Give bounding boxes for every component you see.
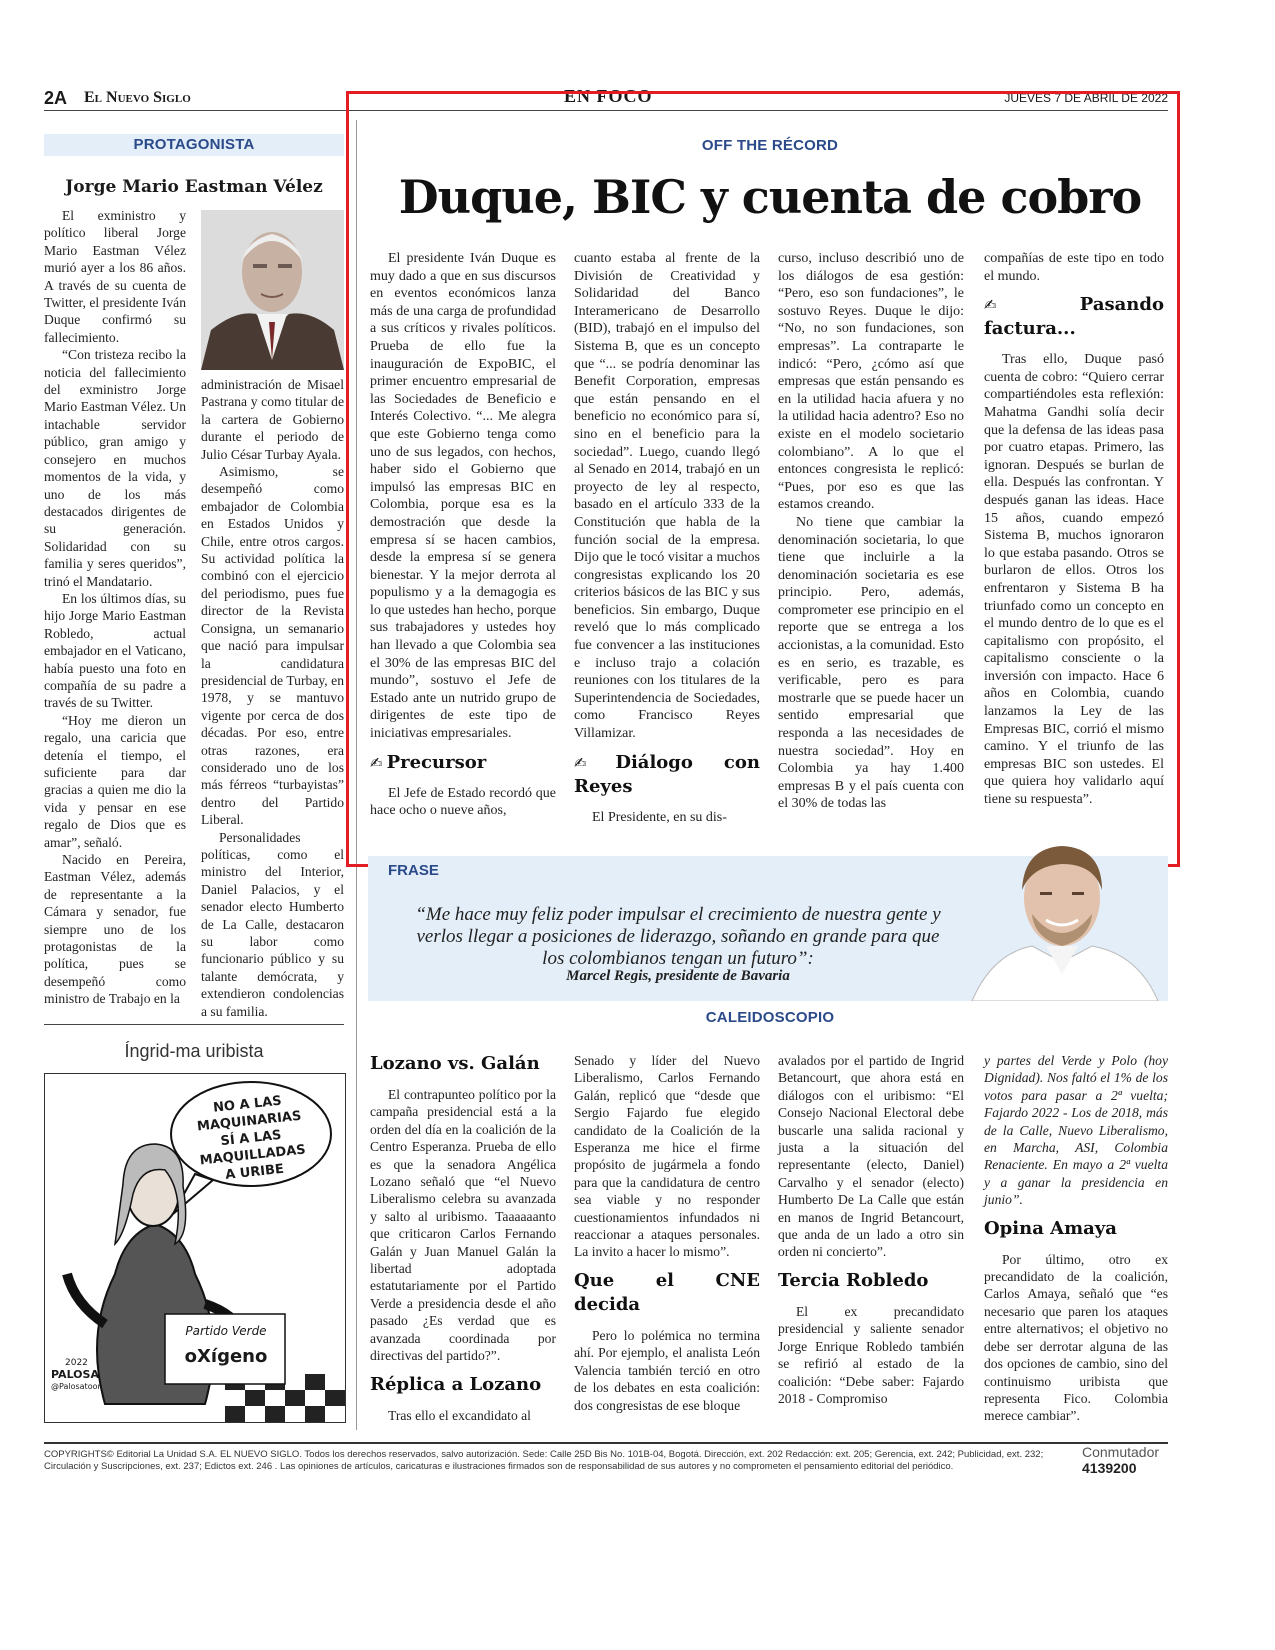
frase-portrait	[962, 834, 1168, 1001]
conmutador-label: Conmutador	[1082, 1444, 1160, 1460]
paragraph: Senado y líder del Nuevo Liberalismo, Carlos Fernando Galán, replicó que “desde que Sergio Fajardo fue elegido candidato de la Coalición de la Esperanza me hice el firme propósito de jugármela a fondo para que la candidatura de centro sea viable y no responder cuestionamientos infundados ni reaccionar a ataques personales. La invito a hacer lo mismo”.	[574, 1053, 760, 1260]
subhead-robledo: Tercia Robledo	[778, 1269, 929, 1291]
protagonista-label-bar	[44, 134, 344, 156]
cartoon-word: oXígeno	[184, 1346, 268, 1367]
protagonista-column-2	[201, 376, 344, 1020]
off-record-headline: Duque, BIC y cuenta de cobro	[398, 170, 1142, 224]
cartoon-year: 2022	[65, 1358, 88, 1368]
paragraph: Nacido en Pereira, Eastman Vélez, además de representante a la Cámara y senador, fue siempre uno de los protagonistas de la política, pues se desempeñó como ministro de Trabajo en la	[44, 852, 186, 1007]
paragraph: El Presidente, en su dis-	[592, 809, 727, 825]
pen-icon: ✍	[574, 753, 612, 772]
caleidoscopio-column-1	[370, 1052, 556, 1424]
frase-author: Marcel Regis, presidente de Bavaria	[566, 968, 790, 984]
caleidoscopio-label: CALEIDOSCOPIO	[705, 1009, 835, 1026]
pen-icon: ✍	[370, 753, 383, 772]
caleidoscopio-column-4	[984, 1052, 1168, 1425]
subhead-lozano-galan: Lozano vs. Galán	[370, 1053, 540, 1074]
paragraph: administración de Misael Pastrana y como titular de la cartera de Gobierno durante el periodo de Julio César Turbay Ayala.	[201, 377, 344, 462]
paper-name: El Nuevo Siglo	[84, 89, 191, 106]
cartoon-speech-text: NO A LAS MAQUINARIAS SÍ A LAS MAQUILLADAS A URIBE	[196, 1093, 307, 1183]
section-name: EN FOCO	[564, 86, 653, 106]
highlight-box	[346, 91, 1180, 867]
footer-rule	[44, 1442, 1168, 1444]
paragraph: y partes del Verde y Polo (hoy Dignidad). Nos faltó el 1% de los votos para pasar a 2ª vuelta; Fajardo 2022 - Los de 2018, más de la Calle, Nuevo Liberalismo, en Marcha, ASI, Colombia Renaciente. En mayo a 2ª vuelta y a ganar la presidencia en junio”.	[984, 1053, 1168, 1208]
paragraph: avalados por el partido de Ingrid Betancourt, que ahora está en diálogos con el uribismo: “El Consejo Nacional Electoral debe buscarle una salida racional y justa a la situación del representante (electo, Daniel) Carvalho y el senador (electo) Humberto De La Calle que están en manos de Ingrid Betancourt, que anda de un lado a otro sin orden ni concierto”.	[778, 1053, 964, 1260]
paragraph: Tras ello el excandidato al	[388, 1407, 531, 1423]
issue-date: JUEVES 7 DE ABRIL DE 2022	[1004, 91, 1168, 105]
cartoon-signature: PALOSA	[51, 1368, 99, 1381]
footer-copyright	[44, 1449, 1064, 1473]
off-record-label: OFF THE RÉCORD	[701, 137, 839, 154]
caleidoscopio-column-3	[778, 1052, 964, 1407]
paragraph: El exministro y político liberal Jorge Mario Eastman Vélez murió ayer a los 86 años. A través de su cuenta de Twitter, el presidente Iván Duque confirmó su fallecimiento.	[44, 208, 186, 345]
portrait-photo	[201, 210, 344, 370]
paragraph: El presidente Iván Duque es muy dado a que en sus discursos en eventos económicos lanza más de una carga de profundidad a sus críticos y rivales políticos. Prueba de ello fue la inauguración de ExpoBIC, el primer encuentro empresarial de las Sociedades de Beneficio e Interés Colectivo. “... Me alegra que este Gobierno tenga como uno de sus legados, con hechos, haber sido el Gobierno que impulsó las empresas BIC en Colombia, porque esa es la demostración que desde la empresa sí se hacen cambios, desde la empresa sí se genera bienestar. Y la mejor derrota al populismo y a la demagogia es lo que ustedes han hecho, porque sus trabajadores y ustedes hoy han llevado a que Colombia sea el 30% de las empresas BIC del mundo”, sostuvo el Jefe de Estado ante un nutrido grupo de dirigentes de este tipo de iniciativas empresariales.	[370, 251, 556, 742]
protagonista-column-1	[44, 207, 186, 1008]
conmutador-number: 4139200	[1082, 1460, 1137, 1476]
paragraph: Personalidades políticas, como el ministro del Interior, Daniel Palacios, y el senador electo Humberto de La Calle, destacaron su labor como funcionario público y su talante demócrata, y extendieron condolencias a su familia.	[201, 829, 344, 1019]
footer-line-2: Circulación y Suscripciones, ext. 237; Edictos ext. 246 . Las opiniones de artículos, caricaturas e ilustraciones firmados son de responsabilidad de sus autores y no comprometen el pensamiento editorial del periódico.	[44, 1461, 954, 1472]
subhead-replica: Réplica a Lozano	[370, 1373, 542, 1395]
paragraph: El ex precandidato presidencial y saliente senador Jorge Enrique Robledo también se refirió al estado de la coalición: “Debe saber: Fajardo 2018 - Compromiso	[778, 1303, 964, 1406]
protagonista-label: PROTAGONISTA	[133, 136, 255, 153]
paragraph: Pero lo polémica no termina ahí. Por ejemplo, el analista León Valencia también terció en otro de los debates en esta coalición: dos congresistas de ese bloque	[574, 1327, 760, 1413]
paragraph: El contrapunteo político por la campaña presidencial está a la orden del día en la coalición de la Centro Esperanza. Prueba de ello es que la senadora Angélica Lozano señaló que “el Nuevo Liberalismo celebra su avanzada y salto al uribismo. Taaaaaanto que criticaron Carlos Fernando Galán y Juan Manuel Galán la libertad adoptada estatutariamente por el Partido Verde a presidencia desde el año pasado ¿Es verdad que es avanzada coordinada por directivas del partido?”.	[370, 1087, 556, 1364]
paragraph: Asimismo, se desempeñó como embajador de Colombia en Estados Unidos y Chile, entre otros cargos. Su actividad política la combinó con el ejercicio del periodismo, pues fue director de la Revista Consigna, un semanario que nació para impulsar la candidatura presidencial de Turbay, en 1978, y se mantuvo vigente por cerca de dos décadas. Por eso, entre otras razones, era considerado uno de los más férreos “turbayistas” dentro del Partido Liberal.	[201, 464, 344, 828]
footer-line-1: COPYRIGHTS© Editorial La Unidad S.A. EL NUEVO SIGLO. Todos los derechos reservados, salvo autorización. Sede: Calle 25D Bis No. 101B-04, Bogotá. Dirección, ext. 202 Redacción: ext. 205; Gerencia, ext. 242; Publicidad, ext. 232;	[44, 1449, 1044, 1460]
paragraph: Tras ello, Duque pasó cuenta de cobro: “Quiero cerrar compartiéndoles esta reflexión: Mahatma Gandhi solía decir que la defensa de las ideas pasa por cuatro etapas. Primero, las ignoran. Después se burlan de ella. Después las confrontan. Y después ganan las ideas. Hace 15 años, cuando empezó Sistema B, muchos ignoraron lo que estaba pasando. Otros se burlaron de ellos. Otros los enfrentaron y Sistema B ha triunfado como un concepto en el mundo dentro de lo que es el capitalismo con propósito, el capitalismo consciente o la inversión con impacto. Hace 6 años en Colombia, cuando lanzamos la Ley de las Empresas BIC, corrió el mismo camino. Y el triunfo de las empresas BIC son ustedes. El que quiera hoy validarlo aquí tiene su respuesta”.	[984, 352, 1164, 808]
cartoon-top-rule	[44, 1024, 344, 1025]
caleidoscopio-column-2	[574, 1052, 760, 1414]
pen-icon: ✍	[984, 296, 1076, 315]
frase-panel	[368, 856, 1168, 1001]
paragraph: curso, incluso describió uno de los diálogos de esa gestión: “Pero, eso son fundaciones”, le sostuvo Reyes. Duque le dijo: “No, no son fundaciones, son empresas”. La contraparte le indicó: “Pero, ¿cómo así que empresas que están pensando es en la utilidad hacia afuera y no la utilidad hacia adentro? Eso no existe en el modelo societario colombiano”. A lo que el entonces congresista le replicó: “Pues, por eso es que las estamos creando.	[778, 251, 964, 513]
paragraph: Por último, otro ex precandidato de la coalición, Carlos Amaya, señaló que “es necesario que paren los ataques entre alternativos; el objetivo no debe ser derrotar alguna de las dos opciones de cambio, sino del continuismo uribista que representa Fico. Colombia merece cambiar”.	[984, 1251, 1168, 1424]
cartoon-sign-text: Partido Verde	[185, 1324, 267, 1338]
paragraph: “Hoy me dieron un regalo, una caricia que detenía el tiempo, el suficiente para dar gracias a quien me dio la vida y pensar en ese regalo de Dios que es amar”, señaló.	[44, 712, 186, 850]
subhead-precursor: ✍ Precursor	[370, 751, 487, 773]
cartoon-title: Íngrid-ma uribista	[124, 1041, 264, 1061]
paragraph: El Jefe de Estado recordó que hace ocho o nueve años,	[370, 785, 556, 819]
subhead-amaya: Opina Amaya	[984, 1217, 1117, 1239]
paragraph: “Con tristeza recibo la noticia del fallecimiento del exministro Jorge Mario Eastman Vélez. Un intachable servidor público, gran amigo y consejero en muchos momentos de la vida, y uno de los más destacados dirigentes de su generación. Solidaridad con su familia y seres queridos”, trinó el Mandatario.	[44, 347, 186, 589]
frase-label: FRASE	[388, 862, 439, 879]
paragraph: No tiene que cambiar la denominación societaria, lo que tiene que incluirle a la denominación societaria es ese principio. Pero, además, comprometer ese principio en el reporte que se entrega a los accionistas, a la comunidad. Esto es en serio, es trazable, es verificable, pero es para mostrarle que se puede hacer un sentido empresarial que responda a las necesidades de nuestra sociedad”. Hoy en Colombia ya hay 1.400 empresas B y el país cuenta con el 30% de todas las	[778, 514, 964, 812]
subhead-dialogo: ✍ Diálogo con Reyes	[574, 751, 760, 797]
cartoon-handle: @Palosatoon	[51, 1382, 103, 1391]
page-number: 2A	[44, 88, 68, 108]
paragraph: cuanto estaba al frente de la División de Creatividad y Solidaridad del Banco Interamericano de Desarrollo (BID), trabajó en el impulso del Sistema B, que es un concepto que “... se podría denominar las Benefit Corporation, empresas que están pensando en el beneficio no económico para sí, sino en el beneficio para la sociedad”. Luego, cuando llegó al Senado en 2014, trabajó en un proyecto de ley al respecto, basado en el artículo 333 de la Constitución que habla de la función social de la empresa. Dijo que le tocó visitar a muchos congresistas explicando los 20 criterios básicos de las BIC y sus beneficios. Sin embargo, Duque reveló que lo más complicado fue convencer a las instituciones e incluso trajo a colación reuniones con los titulares de la Superintendencia de Sociedades, como Francisco Reyes Villamizar.	[574, 251, 760, 742]
subhead-pasando-factura: ✍ Pasando factura...	[984, 294, 1164, 340]
subhead-cne: Que el CNE decida	[574, 1269, 760, 1315]
frase-quote: “Me hace muy feliz poder impulsar el crecimiento de nuestra gente y verlos llegar a posiciones de liderazgo, soñando en grande para que los colombianos tengan un futuro”:	[415, 904, 941, 969]
paragraph: En los últimos días, su hijo Jorge Mario Eastman Robledo, actual embajador en el Vaticano, había puesto una foto en compañía de su padre a través de su Twitter.	[44, 590, 186, 711]
cartoon-image	[44, 1073, 346, 1423]
paragraph: compañías de este tipo en todo el mundo.	[984, 251, 1164, 284]
protagonista-name: Jorge Mario Eastman Vélez	[65, 177, 323, 197]
